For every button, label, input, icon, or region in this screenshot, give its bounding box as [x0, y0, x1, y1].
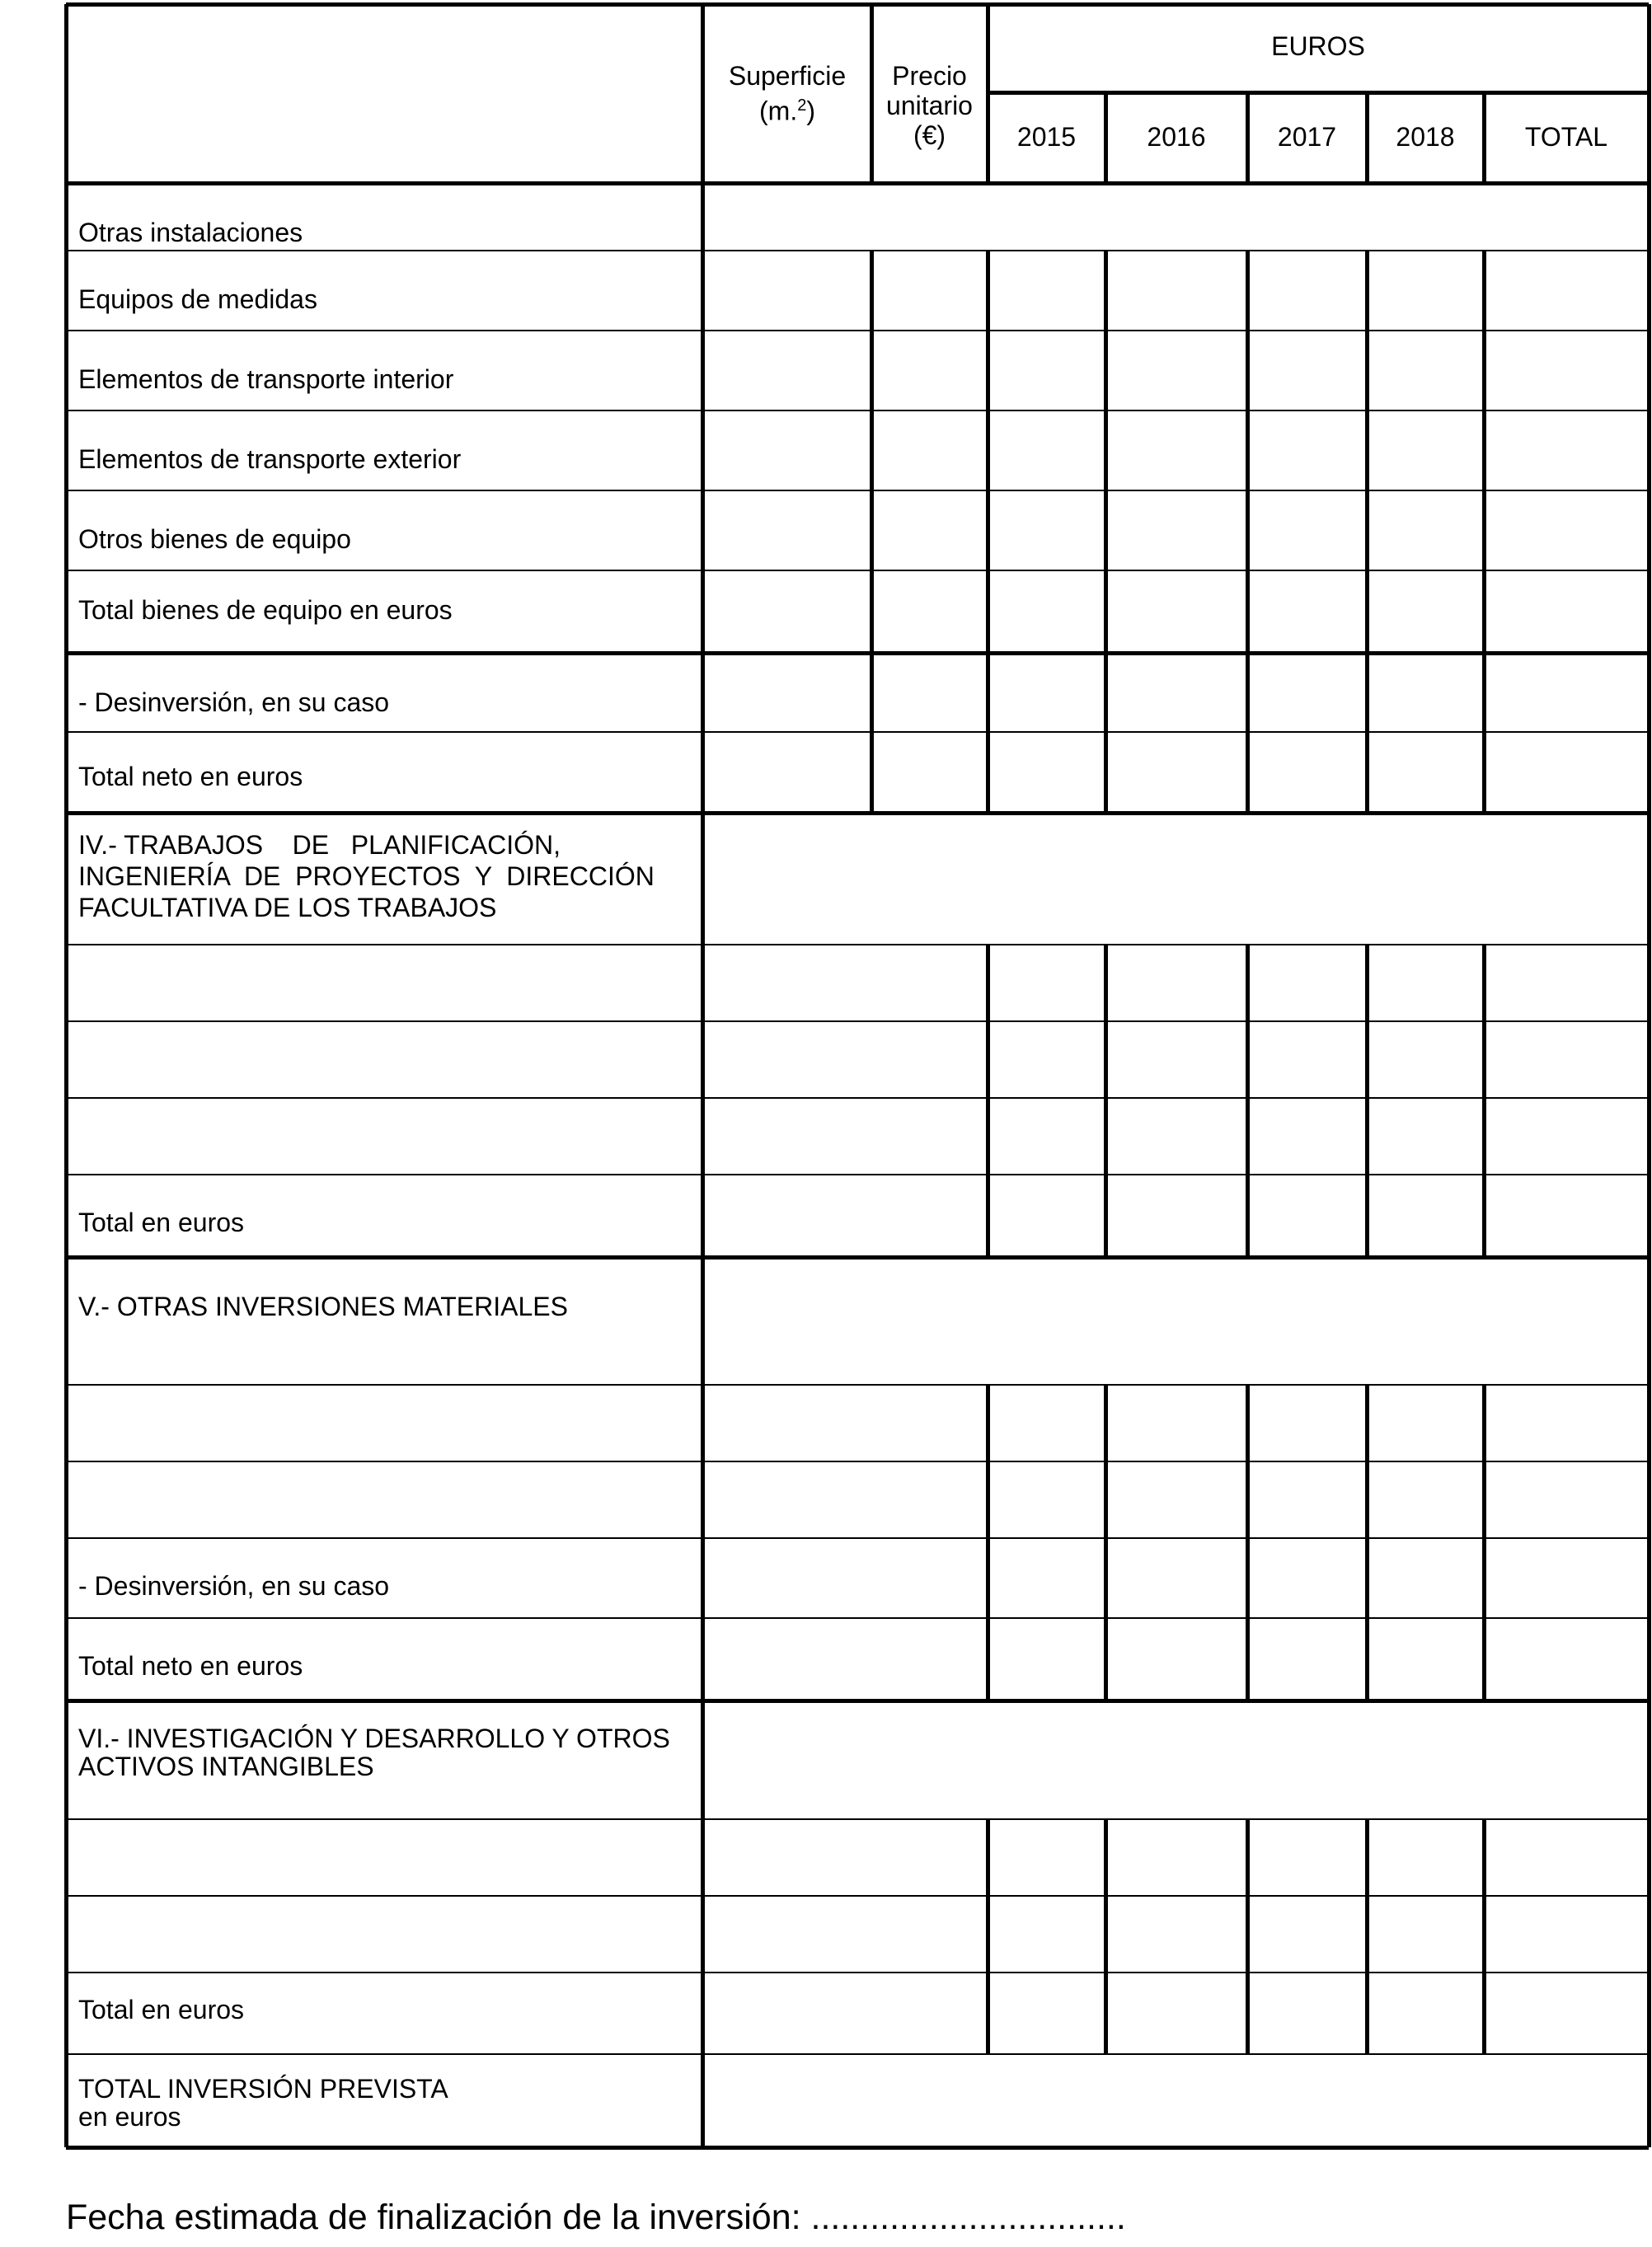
grid-line — [66, 1818, 1649, 1820]
grid-line — [1647, 4, 1651, 2147]
grid-line — [1104, 251, 1108, 813]
row-equipos-medidas: Equipos de medidas — [78, 284, 317, 314]
section-iv-line1: IV.- TRABAJOS DE PLANIFICACIÓN, — [78, 830, 561, 860]
grid-line — [66, 731, 1649, 733]
grid-line — [66, 1255, 1649, 1260]
grid-line — [988, 91, 1649, 95]
row-transporte-exterior: Elementos de transporte exterior — [78, 444, 462, 474]
section-v-title: V.- OTRAS INVERSIONES MATERIALES — [78, 1292, 568, 1321]
grid-line — [1482, 92, 1486, 183]
header-euros: EUROS — [1271, 31, 1365, 61]
unit-text: (m. — [759, 96, 798, 126]
row-otros-bienes: Otros bienes de equipo — [78, 524, 351, 554]
grid-line — [1104, 92, 1108, 183]
grid-line — [66, 490, 1649, 491]
grid-line — [1104, 945, 1108, 1257]
grid-line — [66, 570, 1649, 571]
grid-line — [1246, 92, 1250, 183]
section-iv-title — [78, 829, 655, 923]
unit-close: ) — [806, 96, 815, 126]
grid-line — [66, 1617, 1649, 1619]
grid-line — [1246, 251, 1250, 813]
fecha-value-field[interactable]: ................................ — [810, 2198, 1126, 2237]
section-vi-line1: VI.- INVESTIGACIÓN Y DESARROLLO Y OTROS — [78, 1724, 670, 1753]
header-year-2017: 2017 — [1277, 122, 1337, 152]
grid-line — [1246, 945, 1250, 1257]
grid-line — [986, 4, 990, 183]
grid-line — [66, 330, 1649, 331]
grid-line — [66, 1461, 1649, 1462]
grid-line — [66, 1699, 1649, 1703]
fecha-finalizacion — [66, 2197, 1126, 2238]
grid-line — [66, 811, 1649, 815]
header-year-2018: 2018 — [1396, 122, 1455, 152]
grid-line — [66, 1097, 1649, 1099]
header-precio-line1: Precio — [892, 61, 967, 91]
grid-line — [986, 251, 990, 813]
header-total: TOTAL — [1524, 122, 1608, 152]
grid-line — [66, 250, 1649, 251]
grid-line — [1365, 1385, 1369, 1700]
grid-line — [1104, 1819, 1108, 2054]
header-year-2015: 2015 — [1016, 122, 1077, 152]
grid-line — [1482, 1385, 1486, 1700]
row-total-euros-iv: Total en euros — [78, 1208, 245, 1237]
fecha-label: Fecha estimada de finalización de la inversión: — [66, 2198, 801, 2237]
section-vi-title — [78, 1724, 670, 1780]
grid-line — [1482, 1819, 1486, 2054]
grid-line — [66, 1537, 1649, 1539]
grid-line — [1104, 1385, 1108, 1700]
row-total-neto-2: Total neto en euros — [78, 1651, 303, 1681]
row-total-euros-vi: Total en euros — [78, 1995, 245, 2024]
unit-superscript: 2 — [797, 96, 807, 115]
row-total-neto-1: Total neto en euros — [78, 762, 303, 791]
total-inversion-line1: TOTAL INVERSIÓN PREVISTA — [78, 2074, 448, 2104]
header-precio-line2: unitario — [886, 91, 973, 120]
grid-line — [66, 2146, 1649, 2150]
header-superficie-unit — [702, 91, 872, 126]
grid-line — [66, 410, 1649, 411]
grid-line — [1365, 251, 1369, 813]
grid-line — [1246, 1819, 1250, 2054]
row-total-inversion — [78, 2075, 448, 2131]
grid-line — [1365, 945, 1369, 1257]
row-otras-instalaciones: Otras instalaciones — [78, 218, 303, 247]
header-superficie — [702, 61, 872, 126]
grid-line — [64, 4, 68, 2147]
grid-line — [986, 1819, 990, 2054]
grid-line — [1482, 945, 1486, 1257]
grid-line — [66, 181, 1649, 185]
row-transporte-interior: Elementos de transporte interior — [78, 364, 454, 394]
header-superficie-label: Superficie — [728, 61, 847, 91]
grid-line — [66, 1895, 1649, 1897]
grid-line — [66, 1972, 1649, 1973]
grid-line — [1365, 1819, 1369, 2054]
grid-line — [1365, 92, 1369, 183]
grid-line — [66, 1384, 1649, 1386]
grid-line — [66, 2053, 1649, 2055]
grid-line — [1246, 1385, 1250, 1700]
row-desinversion-2: - Desinversión, en su caso — [78, 1571, 390, 1601]
grid-line — [870, 251, 874, 813]
grid-line — [66, 651, 1649, 655]
grid-line — [66, 1020, 1649, 1022]
grid-line — [66, 1174, 1649, 1175]
row-desinversion-1: - Desinversión, en su caso — [78, 687, 390, 717]
row-total-bienes: Total bienes de equipo en euros — [78, 595, 453, 625]
grid-line — [66, 2, 1649, 7]
grid-line — [986, 945, 990, 1257]
total-inversion-line2: en euros — [78, 2102, 181, 2132]
grid-line — [66, 944, 1649, 945]
grid-line — [1482, 251, 1486, 813]
header-precio-line3: (€) — [913, 120, 946, 150]
grid-line — [870, 4, 874, 183]
section-iv-line3: FACULTATIVA DE LOS TRABAJOS — [78, 893, 497, 922]
header-year-2016: 2016 — [1147, 122, 1206, 152]
section-iv-line2: INGENIERÍA DE PROYECTOS Y DIRECCIÓN — [78, 861, 655, 891]
header-precio — [871, 61, 988, 150]
grid-line — [701, 4, 705, 2147]
section-vi-line2: ACTIVOS INTANGIBLES — [78, 1752, 374, 1781]
grid-line — [986, 1385, 990, 1700]
